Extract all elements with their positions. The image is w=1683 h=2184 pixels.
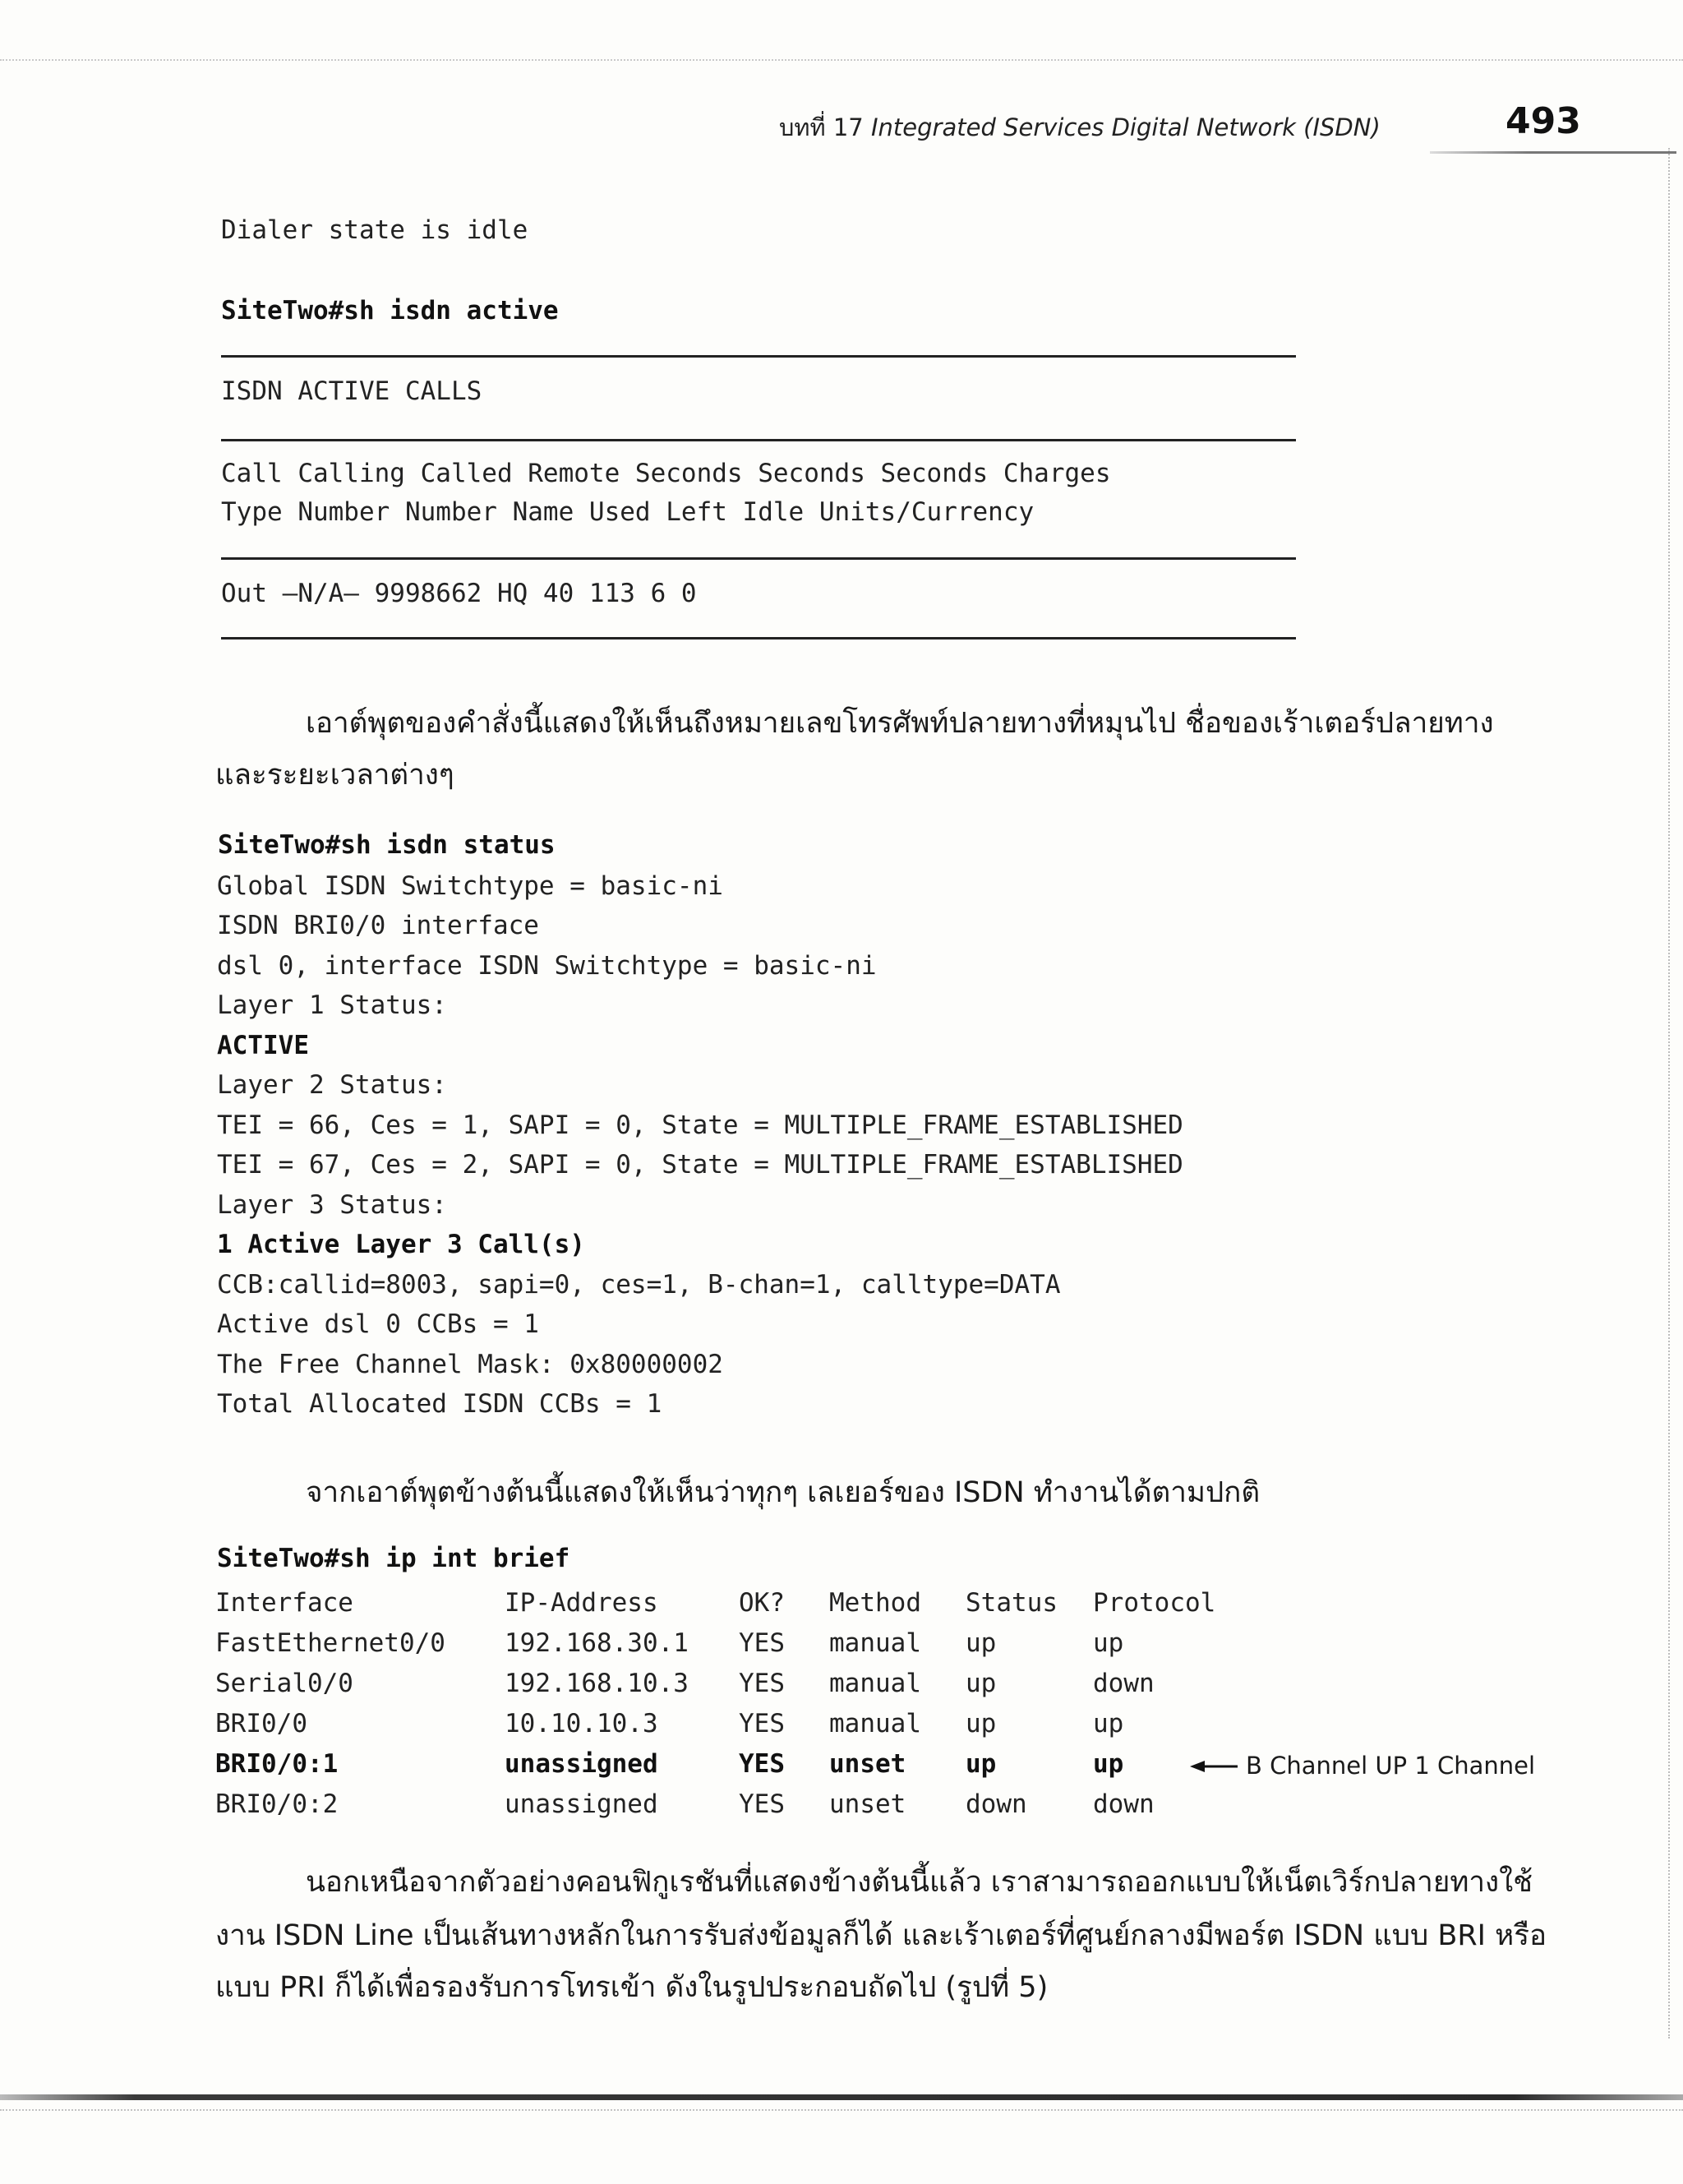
page-bottom-rule <box>0 2094 1683 2100</box>
status-line-layer1: Layer 1 Status: <box>217 990 447 1020</box>
status-line-tei-66: TEI = 66, Ces = 1, SAPI = 0, State = MULTIPLE_FRAME_ESTABLISHED <box>217 1110 1183 1140</box>
table-row <box>215 1703 1215 1743</box>
table-row-highlighted <box>215 1743 1215 1784</box>
header-rule <box>1430 151 1676 154</box>
column-header: Status <box>966 1587 1058 1618</box>
column-header: Protocol <box>1093 1587 1216 1618</box>
column-header: OK? <box>739 1587 785 1618</box>
page-number: 493 <box>1505 100 1581 142</box>
table-cell: down <box>1093 1789 1155 1819</box>
active-calls-title: ISDN ACTIVE CALLS <box>221 376 482 406</box>
calls-column-header-1: Call Calling Called Remote Seconds Seconds Seconds Charges <box>221 459 1111 488</box>
arrow-left-icon <box>1190 1752 1238 1780</box>
dialer-state-line: Dialer state is idle <box>221 215 528 245</box>
table-cell: Serial0/0 <box>215 1668 353 1698</box>
status-line: ISDN BRI0/0 interface <box>217 911 539 940</box>
table-cell: up <box>966 1748 997 1779</box>
status-line-ccb: CCB:callid=8003, sapi=0, ces=1, B-chan=1, calltype=DATA <box>217 1270 1061 1300</box>
status-line-tei-67: TEI = 67, Ces = 2, SAPI = 0, State = MULTIPLE_FRAME_ESTABLISHED <box>217 1150 1183 1180</box>
column-header: IP-Address <box>505 1587 658 1618</box>
table-cell: up <box>966 1628 997 1658</box>
table-cell: down <box>966 1789 1027 1819</box>
table-cell: YES <box>739 1748 785 1779</box>
table-cell: 192.168.10.3 <box>505 1668 689 1698</box>
table-cell: unassigned <box>505 1748 658 1779</box>
status-line: Global ISDN Switchtype = basic-ni <box>217 871 723 901</box>
command-sh-ip-int-brief: SiteTwo#sh ip int brief <box>217 1544 570 1573</box>
column-header: Method <box>829 1587 921 1618</box>
command-sh-isdn-active: SiteTwo#sh isdn active <box>221 296 559 326</box>
table-row <box>215 1623 1215 1663</box>
table-cell: FastEthernet0/0 <box>215 1628 445 1658</box>
paragraph-1-line-2: และระยะเวลาต่างๆ <box>215 759 454 792</box>
chapter-heading <box>779 109 1381 146</box>
table-cell: BRI0/0:1 <box>215 1748 339 1779</box>
table-cell: BRI0/0:2 <box>215 1789 339 1819</box>
table-cell: BRI0/0 <box>215 1708 307 1738</box>
active-call-row: Out —N/A— 9998662 HQ 40 113 6 0 <box>221 579 697 608</box>
table-rule-title <box>221 439 1296 441</box>
chapter-title: Integrated Services Digital Network (ISDN) <box>870 113 1381 141</box>
table-cell: up <box>966 1708 997 1738</box>
calls-column-header-2: Type Number Number Name Used Left Idle Units/Currency <box>221 497 1035 527</box>
running-header <box>0 100 1683 150</box>
paragraph-3-line-3: แบบ PRI ก็ได้เพื่อรองรับการโทรเข้า ดังในรูปประกอบถัดไป (รูปที่ 5) <box>215 1971 1049 2004</box>
table-rule-top <box>221 355 1296 358</box>
scan-noise-right-edge <box>1668 148 1670 2039</box>
table-cell: up <box>1093 1748 1124 1779</box>
status-line-layer3: Layer 3 Status: <box>217 1190 447 1220</box>
status-line: dsl 0, interface ISDN Switchtype = basic-ni <box>217 951 877 981</box>
table-cell: manual <box>829 1708 921 1738</box>
table-cell: 10.10.10.3 <box>505 1708 658 1738</box>
status-line: Active dsl 0 CCBs = 1 <box>217 1309 539 1339</box>
table-header-row <box>215 1582 1215 1623</box>
table-cell: 192.168.30.1 <box>505 1628 689 1658</box>
column-header: Interface <box>215 1587 353 1618</box>
paragraph-3-line-2: งาน ISDN Line เป็นเส้นทางหลักในการรับส่งข้อมูลก็ได้ และเร้าเตอร์ที่ศูนย์กลางมีพอร์ต ISDN แบบ BRI หรือ <box>215 1919 1547 1952</box>
table-cell: manual <box>829 1628 921 1658</box>
annotation-text: B Channel UP 1 Channel <box>1246 1752 1536 1780</box>
scan-noise-top <box>0 59 1683 61</box>
table-cell: YES <box>739 1708 785 1738</box>
chapter-prefix: บทที่ 17 <box>779 113 864 141</box>
table-cell: unset <box>829 1789 906 1819</box>
scan-noise-bottom <box>0 2109 1683 2111</box>
paragraph-1-line-1: เอาต์พุตของคำสั่งนี้แสดงให้เห็นถึงหมายเลขโทรศัพท์ปลายทางที่หมุนไป ชื่อของเร้าเตอร์ปลายทาง <box>306 707 1494 740</box>
table-cell: YES <box>739 1789 785 1819</box>
table-cell: YES <box>739 1628 785 1658</box>
b-channel-annotation <box>1190 1752 1535 1780</box>
table-cell: down <box>1093 1668 1155 1698</box>
status-line-active: ACTIVE <box>217 1031 309 1060</box>
table-row <box>215 1784 1215 1824</box>
table-rule-bottom <box>221 637 1296 640</box>
status-line-active-calls: 1 Active Layer 3 Call(s) <box>217 1230 585 1259</box>
paragraph-3-line-1: นอกเหนือจากตัวอย่างคอนฟิกูเรชันที่แสดงข้างต้นนี้แล้ว เราสามารถออกแบบให้เน็ตเวิร์กปลายทางใช้ <box>306 1866 1533 1899</box>
table-cell: manual <box>829 1668 921 1698</box>
table-cell: unassigned <box>505 1789 658 1819</box>
status-line: The Free Channel Mask: 0x80000002 <box>217 1350 723 1379</box>
status-line-layer2: Layer 2 Status: <box>217 1070 447 1100</box>
table-cell: unset <box>829 1748 906 1779</box>
command-sh-isdn-status: SiteTwo#sh isdn status <box>218 830 556 860</box>
table-cell: up <box>1093 1708 1124 1738</box>
table-row <box>215 1663 1215 1703</box>
table-cell: YES <box>739 1668 785 1698</box>
table-cell: up <box>1093 1628 1124 1658</box>
table-cell: up <box>966 1668 997 1698</box>
interface-brief-table <box>215 1582 1215 1824</box>
status-line: Total Allocated ISDN CCBs = 1 <box>217 1389 662 1419</box>
paragraph-2-line-1: จากเอาต์พุตข้างต้นนี้แสดงให้เห็นว่าทุกๆ เลเยอร์ของ ISDN ทำงานได้ตามปกติ <box>306 1476 1261 1509</box>
table-rule-header <box>221 557 1296 560</box>
